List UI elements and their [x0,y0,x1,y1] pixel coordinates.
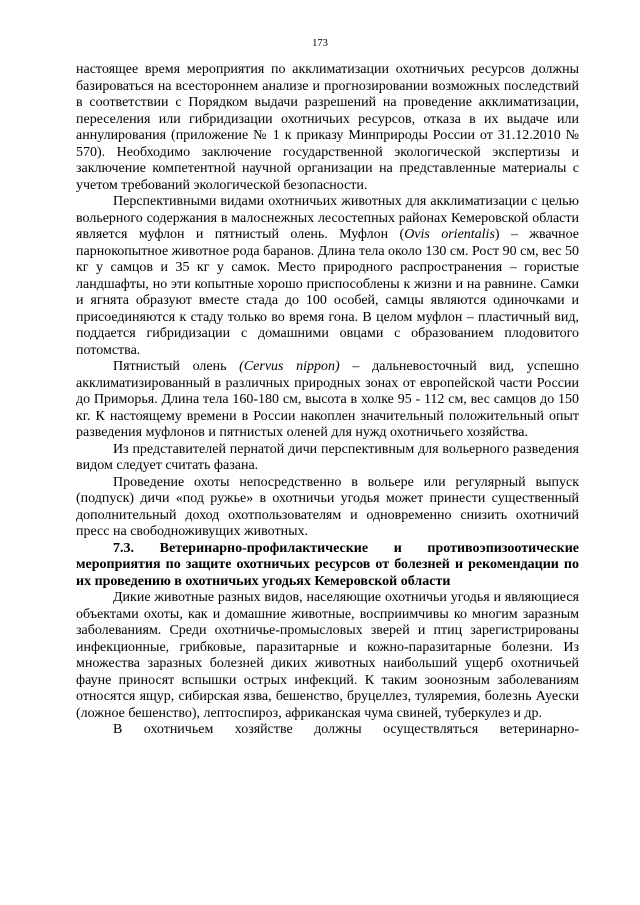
paragraph-text: Дикие животные разных видов, населяющие охотничьи угодья и являющиеся объектами охоты, как и домашние животные, восприимчивы ко многим заразным заболеваниям. Среди охотничье-промысловых зверей и птиц зарегистрированы инфекционные, грибковые, паразитарные и кожно-паразитарные болезни. Из множества заразных болезней диких животных наибольший ущерб охотничьей фауне приносят вспышки острых инфекций. К таким зоонозным заболеваниям относятся ящур, сибирская язва, бешенство, бруцеллез, туляремия, болезнь Ауески (ложное бешенство), лептоспироз, африканская чума свиней, туберкулез и др. [76,590,579,721]
paragraph-text: Пятнистый олень [113,359,240,374]
paragraph-mouflon [76,194,579,359]
paragraph-veterinary-measures [76,722,579,739]
paragraph-wild-animal-diseases [76,590,579,722]
latin-name-ovis-orientalis: Ovis orientalis [404,227,495,242]
paragraph-text: – дальневосточный вид, успешно акклиматизированный в различных природных зонах от европейской части России до Приморья. Длина тела 160-180 см, высота в холке 95 - 112 см, вес самцов до 150 кг. К настоящему времени в России накоплен значительный положительный опыт разведения муфлонов и пятнистых оленей для нужд охотничьего хозяйства. [76,359,579,440]
paragraph-enclosure-hunting [76,475,579,541]
heading-text: 7.3. Ветеринарно-профилактические и противоэпизоотические мероприятия по защите охотничьих ресурсов от болезней и рекомендации по их проведению в охотничьих угодьях Кемеровской области [76,540,579,589]
latin-name-cervus-nippon: (Cervus nippon) [239,359,340,374]
paragraph-text: настоящее время мероприятия по акклиматизации охотничьих ресурсов должны базироваться на всестороннем анализе и прогнозировании возможных последствий в соответствии с Порядком выдачи разрешений на проведение акклиматизации, переселения или гибридизации охотничьих ресурсов, отказа в их выдаче или аннулирования (приложение № 1 к приказу Минприроды России от 31.12.2010 № 570). Необходимо заключение государственной экологической экспертизы и заключение компетентной научной организации на представленные материалы с учетом требований экологической безопасности. [76,62,579,193]
paragraph-sika-deer [76,359,579,442]
paragraph-text: В охотничьем хозяйстве должны осуществляться ветеринарно- [113,722,579,737]
paragraph-acclimatization-requirements [76,62,579,194]
page-number: 173 [312,38,328,49]
page-body [76,62,579,739]
paragraph-text: ) – жвачное парнокопытное животное рода баранов. Длина тела около 130 см. Рост 90 см, вес 50 кг у самцов и 35 кг у самок. Место природного распространения – гористые ландшафты, но эти копытные хорошо приспособлены к жизни и на равнине. Самки и ягнята образуют вместе стада до 100 особей, самцы являются одиночками и присоединяются к стаду только во время гона. В целом муфлон – пластичный вид, поддается гибридизации с домашними овцами с образованием плодовитого потомства. [76,227,579,358]
paragraph-text: Перспективными видами охотничьих животных для акклиматизации с целью вольерного содержания в малоснежных лесостепных районах Кемеровской области является муфлон и пятнистый олень. Муфлон ( [76,194,579,242]
paragraph-pheasant [76,442,579,475]
paragraph-text: Из представителей пернатой дичи перспективным для вольерного разведения видом следует считать фазана. [76,441,579,473]
section-heading-7-3 [76,541,579,591]
paragraph-text: Проведение охоты непосредственно в вольере или регулярный выпуск (подпуск) дичи «под ружье» в охотничьи угодья может принести существенный дополнительный доход охотпользователям и одновременно снизить охотничий пресс на свободноживущих животных. [76,474,579,539]
